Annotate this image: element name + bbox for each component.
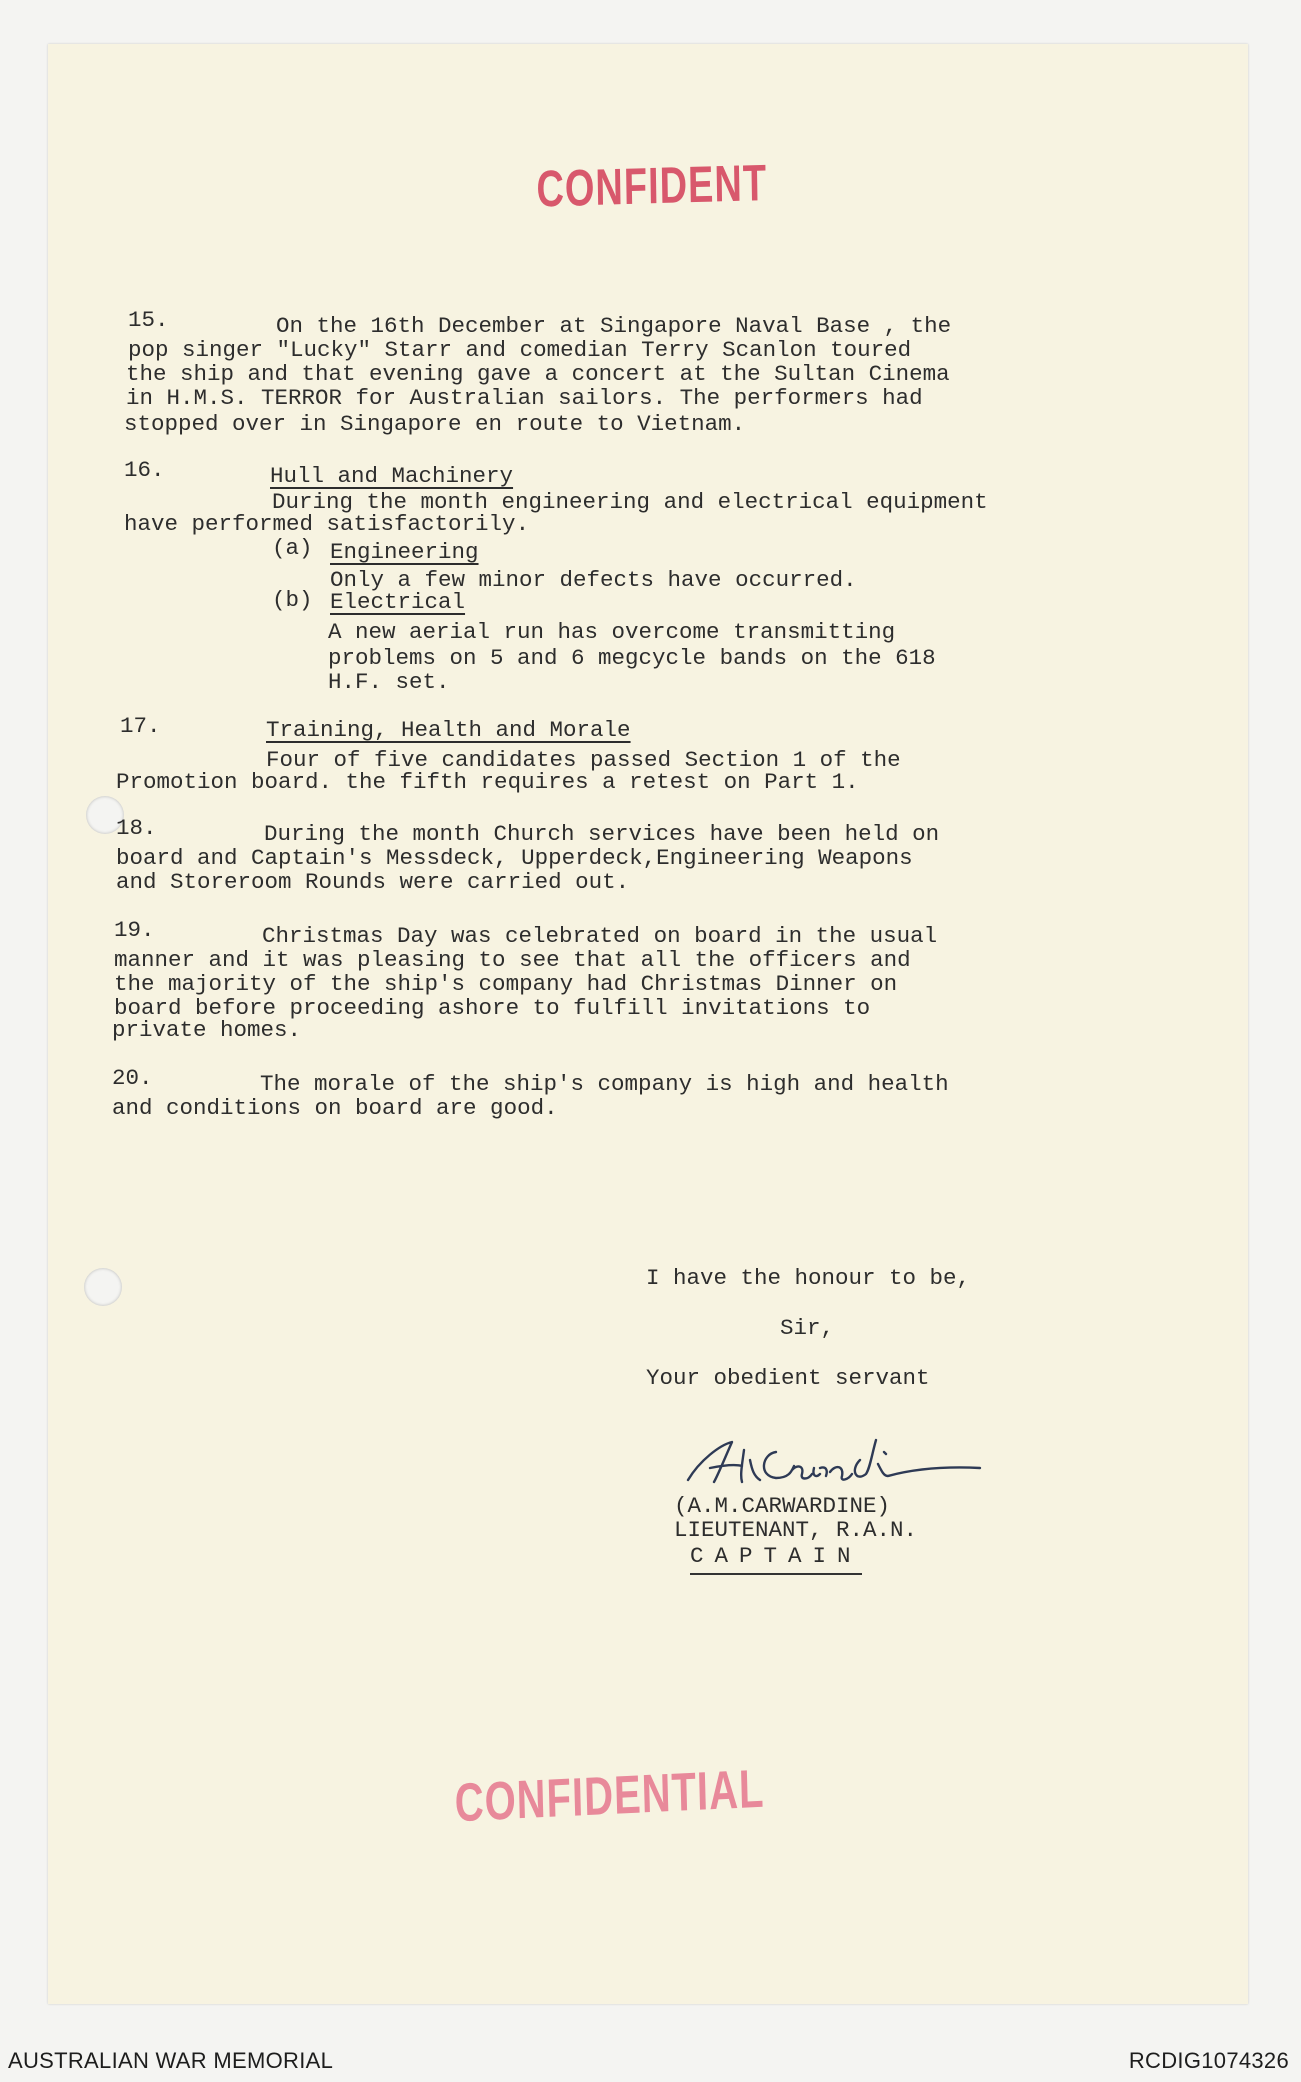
subsection-heading-electrical: Electrical <box>330 589 466 615</box>
subsection-label-b: (b) <box>272 587 313 613</box>
paragraph-number-19: 19. <box>114 917 155 943</box>
punch-hole <box>84 1268 122 1306</box>
section-heading-training-health-morale: Training, Health and Morale <box>266 717 631 743</box>
archive-id: RCDIG1074326 <box>1128 2048 1289 2073</box>
paragraph-17-line: Four of five candidates passed Section 1 of the <box>266 747 901 773</box>
paragraph-20-line: and conditions on board are good. <box>112 1095 558 1121</box>
paragraph-20-line: The morale of the ship's company is high and health <box>260 1071 949 1097</box>
paragraph-number-20: 20. <box>112 1065 153 1091</box>
section-heading-hull-machinery: Hull and Machinery <box>270 463 514 489</box>
paragraph-19-line: private homes. <box>112 1017 302 1043</box>
paragraph-15-line: stopped over in Singapore en route to Vietnam. <box>124 411 746 437</box>
paragraph-19-line: Christmas Day was celebrated on board in the usual <box>262 923 938 949</box>
electrical-text-line: H.F. set. <box>328 669 450 695</box>
paragraph-19-line: the majority of the ship's company had Christmas Dinner on <box>114 971 898 997</box>
electrical-text-line: A new aerial run has overcome transmitting <box>328 619 896 645</box>
paragraph-number-17: 17. <box>120 713 161 739</box>
paragraph-19-line: manner and it was pleasing to see that all the officers and <box>114 947 911 973</box>
signatory-rank: LIEUTENANT, R.A.N. <box>674 1517 918 1543</box>
confidential-stamp-bottom: CONFIDENTIAL <box>454 1759 766 1834</box>
paragraph-15-line: the ship and that evening gave a concert at the Sultan Cinema <box>126 361 950 387</box>
paragraph-15-line: On the 16th December at Singapore Naval Base , the <box>276 313 952 339</box>
archive-credit: AUSTRALIAN WAR MEMORIAL <box>8 2048 334 2073</box>
confidential-stamp-top: CONFIDENT <box>536 155 768 219</box>
paragraph-18-line: and Storeroom Rounds were carried out. <box>116 869 630 895</box>
signatory-name: (A.M.CARWARDINE) <box>674 1493 891 1519</box>
paragraph-18-line: During the month Church services have been held on <box>264 821 940 847</box>
paragraph-number-18: 18. <box>116 815 157 841</box>
signatory-title: CAPTAIN <box>690 1544 862 1575</box>
paragraph-number-15: 15. <box>128 307 169 333</box>
electrical-text-line: problems on 5 and 6 megcycle bands on the 618 <box>328 645 936 671</box>
paragraph-number-16: 16. <box>124 457 165 483</box>
paragraph-18-line: board and Captain's Messdeck, Upperdeck,Engineering Weapons <box>116 845 913 871</box>
paragraph-15-line: in H.M.S. TERROR for Australian sailors. The performers had <box>126 385 923 411</box>
subsection-heading-engineering: Engineering <box>330 539 479 565</box>
closing-line: I have the honour to be, <box>646 1265 971 1291</box>
paragraph-17-line: Promotion board. the fifth requires a retest on Part 1. <box>116 769 859 795</box>
engineering-text: Only a few minor defects have occurred. <box>330 567 857 593</box>
subsection-label-a: (a) <box>272 535 313 561</box>
paragraph-16-line: During the month engineering and electrical equipment <box>272 489 988 515</box>
paragraph-19-line: board before proceeding ashore to fulfill invitations to <box>114 995 871 1021</box>
closing-line: Your obedient servant <box>646 1365 930 1391</box>
closing-salutation: Sir, <box>780 1315 835 1341</box>
paragraph-16-line: have performed satisfactorily. <box>124 511 530 537</box>
paragraph-15-line: pop singer "Lucky" Starr and comedian Terry Scanlon toured <box>128 337 912 363</box>
